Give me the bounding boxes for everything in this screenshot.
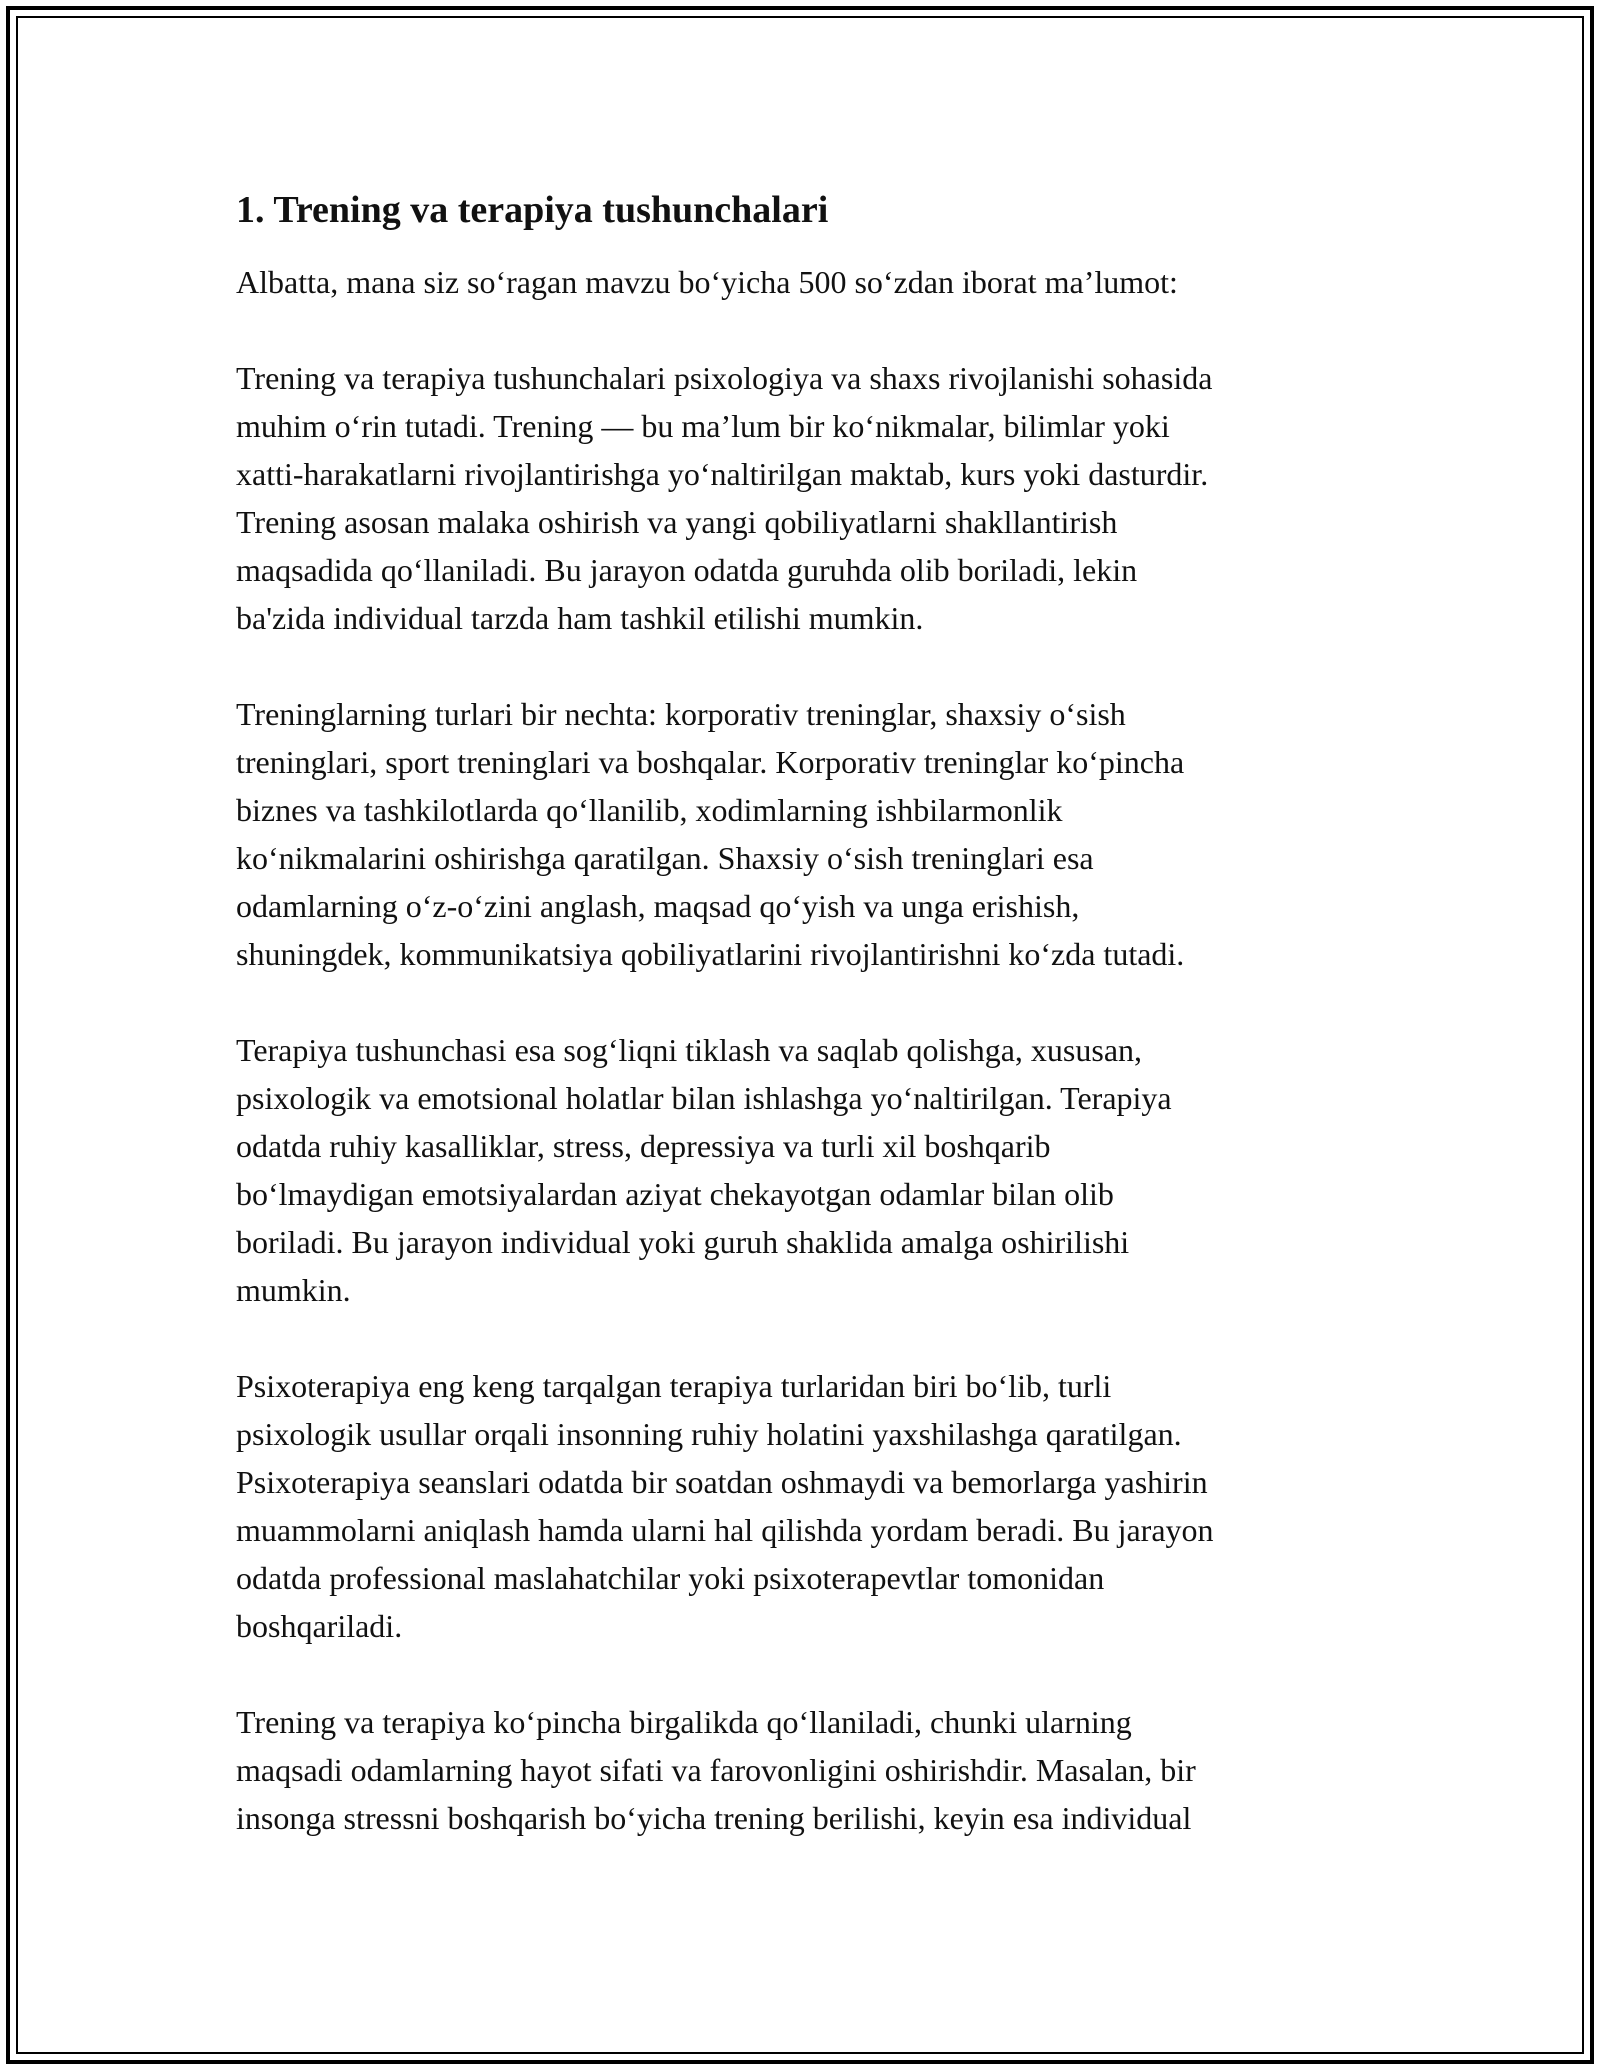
text-line: Psixoterapiya seanslari odatda bir soatdan oshmaydi va bemorlarga yashirin <box>236 1464 1208 1500</box>
section-heading: 1. Trening va terapiya tushunchalari <box>236 189 829 231</box>
text-line: Trening va terapiya tushunchalari psixologiya va shaxs rivojlanishi sohasida <box>236 360 1213 396</box>
text-line: maqsadi odamlarning hayot sifati va farovonligini oshirishdir. Masalan, bir <box>236 1752 1196 1788</box>
text-line: Terapiya tushunchasi esa sog‘liqni tiklash va saqlab qolishga, xususan, <box>236 1032 1143 1068</box>
text-line: boshqariladi. <box>236 1608 403 1644</box>
text-line: muhim o‘rin tutadi. Trening — bu ma’lum bir ko‘nikmalar, bilimlar yoki <box>236 408 1170 444</box>
text-line: psixologik usullar orqali insonning ruhiy holatini yaxshilashga qaratilgan. <box>236 1416 1182 1452</box>
text-line: odatda professional maslahatchilar yoki psixoterapevtlar tomonidan <box>236 1560 1105 1596</box>
paragraph-3 <box>236 1026 1396 1314</box>
text-line: psixologik va emotsional holatlar bilan ishlashga yo‘naltirilgan. Terapiya <box>236 1080 1172 1116</box>
text-line: biznes va tashkilotlarda qo‘llanilib, xodimlarning ishbilarmonlik <box>236 792 1063 828</box>
paragraph-2 <box>236 690 1396 978</box>
text-line: odamlarning o‘z-o‘zini anglash, maqsad qo‘yish va unga erishish, <box>236 888 1080 924</box>
text-line: mumkin. <box>236 1272 351 1308</box>
text-line: Treninglarning turlari bir nechta: korporativ treninglar, shaxsiy o‘sish <box>236 696 1126 732</box>
paragraph-5 <box>236 1698 1396 1842</box>
text-line: bo‘lmaydigan emotsiyalardan aziyat chekayotgan odamlar bilan olib <box>236 1176 1114 1212</box>
text-line: Psixoterapiya eng keng tarqalgan terapiya turlaridan biri bo‘lib, turli <box>236 1368 1112 1404</box>
text-line: treninglari, sport treninglari va boshqalar. Korporativ treninglar ko‘pincha <box>236 744 1185 780</box>
paragraph-4 <box>236 1362 1396 1650</box>
text-line: boriladi. Bu jarayon individual yoki guruh shaklida amalga oshirilishi <box>236 1224 1130 1260</box>
text-line: xatti-harakatlarni rivojlantirishga yo‘naltirilgan maktab, kurs yoki dasturdir. <box>236 456 1209 492</box>
text-line: Trening asosan malaka oshirish va yangi qobiliyatlarni shakllantirish <box>236 504 1118 540</box>
text-line: ba'zida individual tarzda ham tashkil etilishi mumkin. <box>236 600 924 636</box>
paragraph-1 <box>236 354 1396 642</box>
document-body <box>236 184 1396 1890</box>
text-line: shuningdek, kommunikatsiya qobiliyatlarini rivojlantirishni ko‘zda tutadi. <box>236 936 1185 972</box>
text-line: Trening va terapiya ko‘pincha birgalikda qo‘llaniladi, chunki ularning <box>236 1704 1132 1740</box>
intro-paragraph: Albatta, mana siz so‘ragan mavzu bo‘yicha 500 so‘zdan iborat ma’lumot: <box>236 264 1178 300</box>
text-line: odatda ruhiy kasalliklar, stress, depressiya va turli xil boshqarib <box>236 1128 1051 1164</box>
text-line: insonga stressni boshqarish bo‘yicha trening berilishi, keyin esa individual <box>236 1800 1192 1836</box>
text-line: muammolarni aniqlash hamda ularni hal qilishda yordam beradi. Bu jarayon <box>236 1512 1214 1548</box>
text-line: ko‘nikmalarini oshirishga qaratilgan. Shaxsiy o‘sish treninglari esa <box>236 840 1094 876</box>
text-line: maqsadida qo‘llaniladi. Bu jarayon odatda guruhda olib boriladi, lekin <box>236 552 1138 588</box>
